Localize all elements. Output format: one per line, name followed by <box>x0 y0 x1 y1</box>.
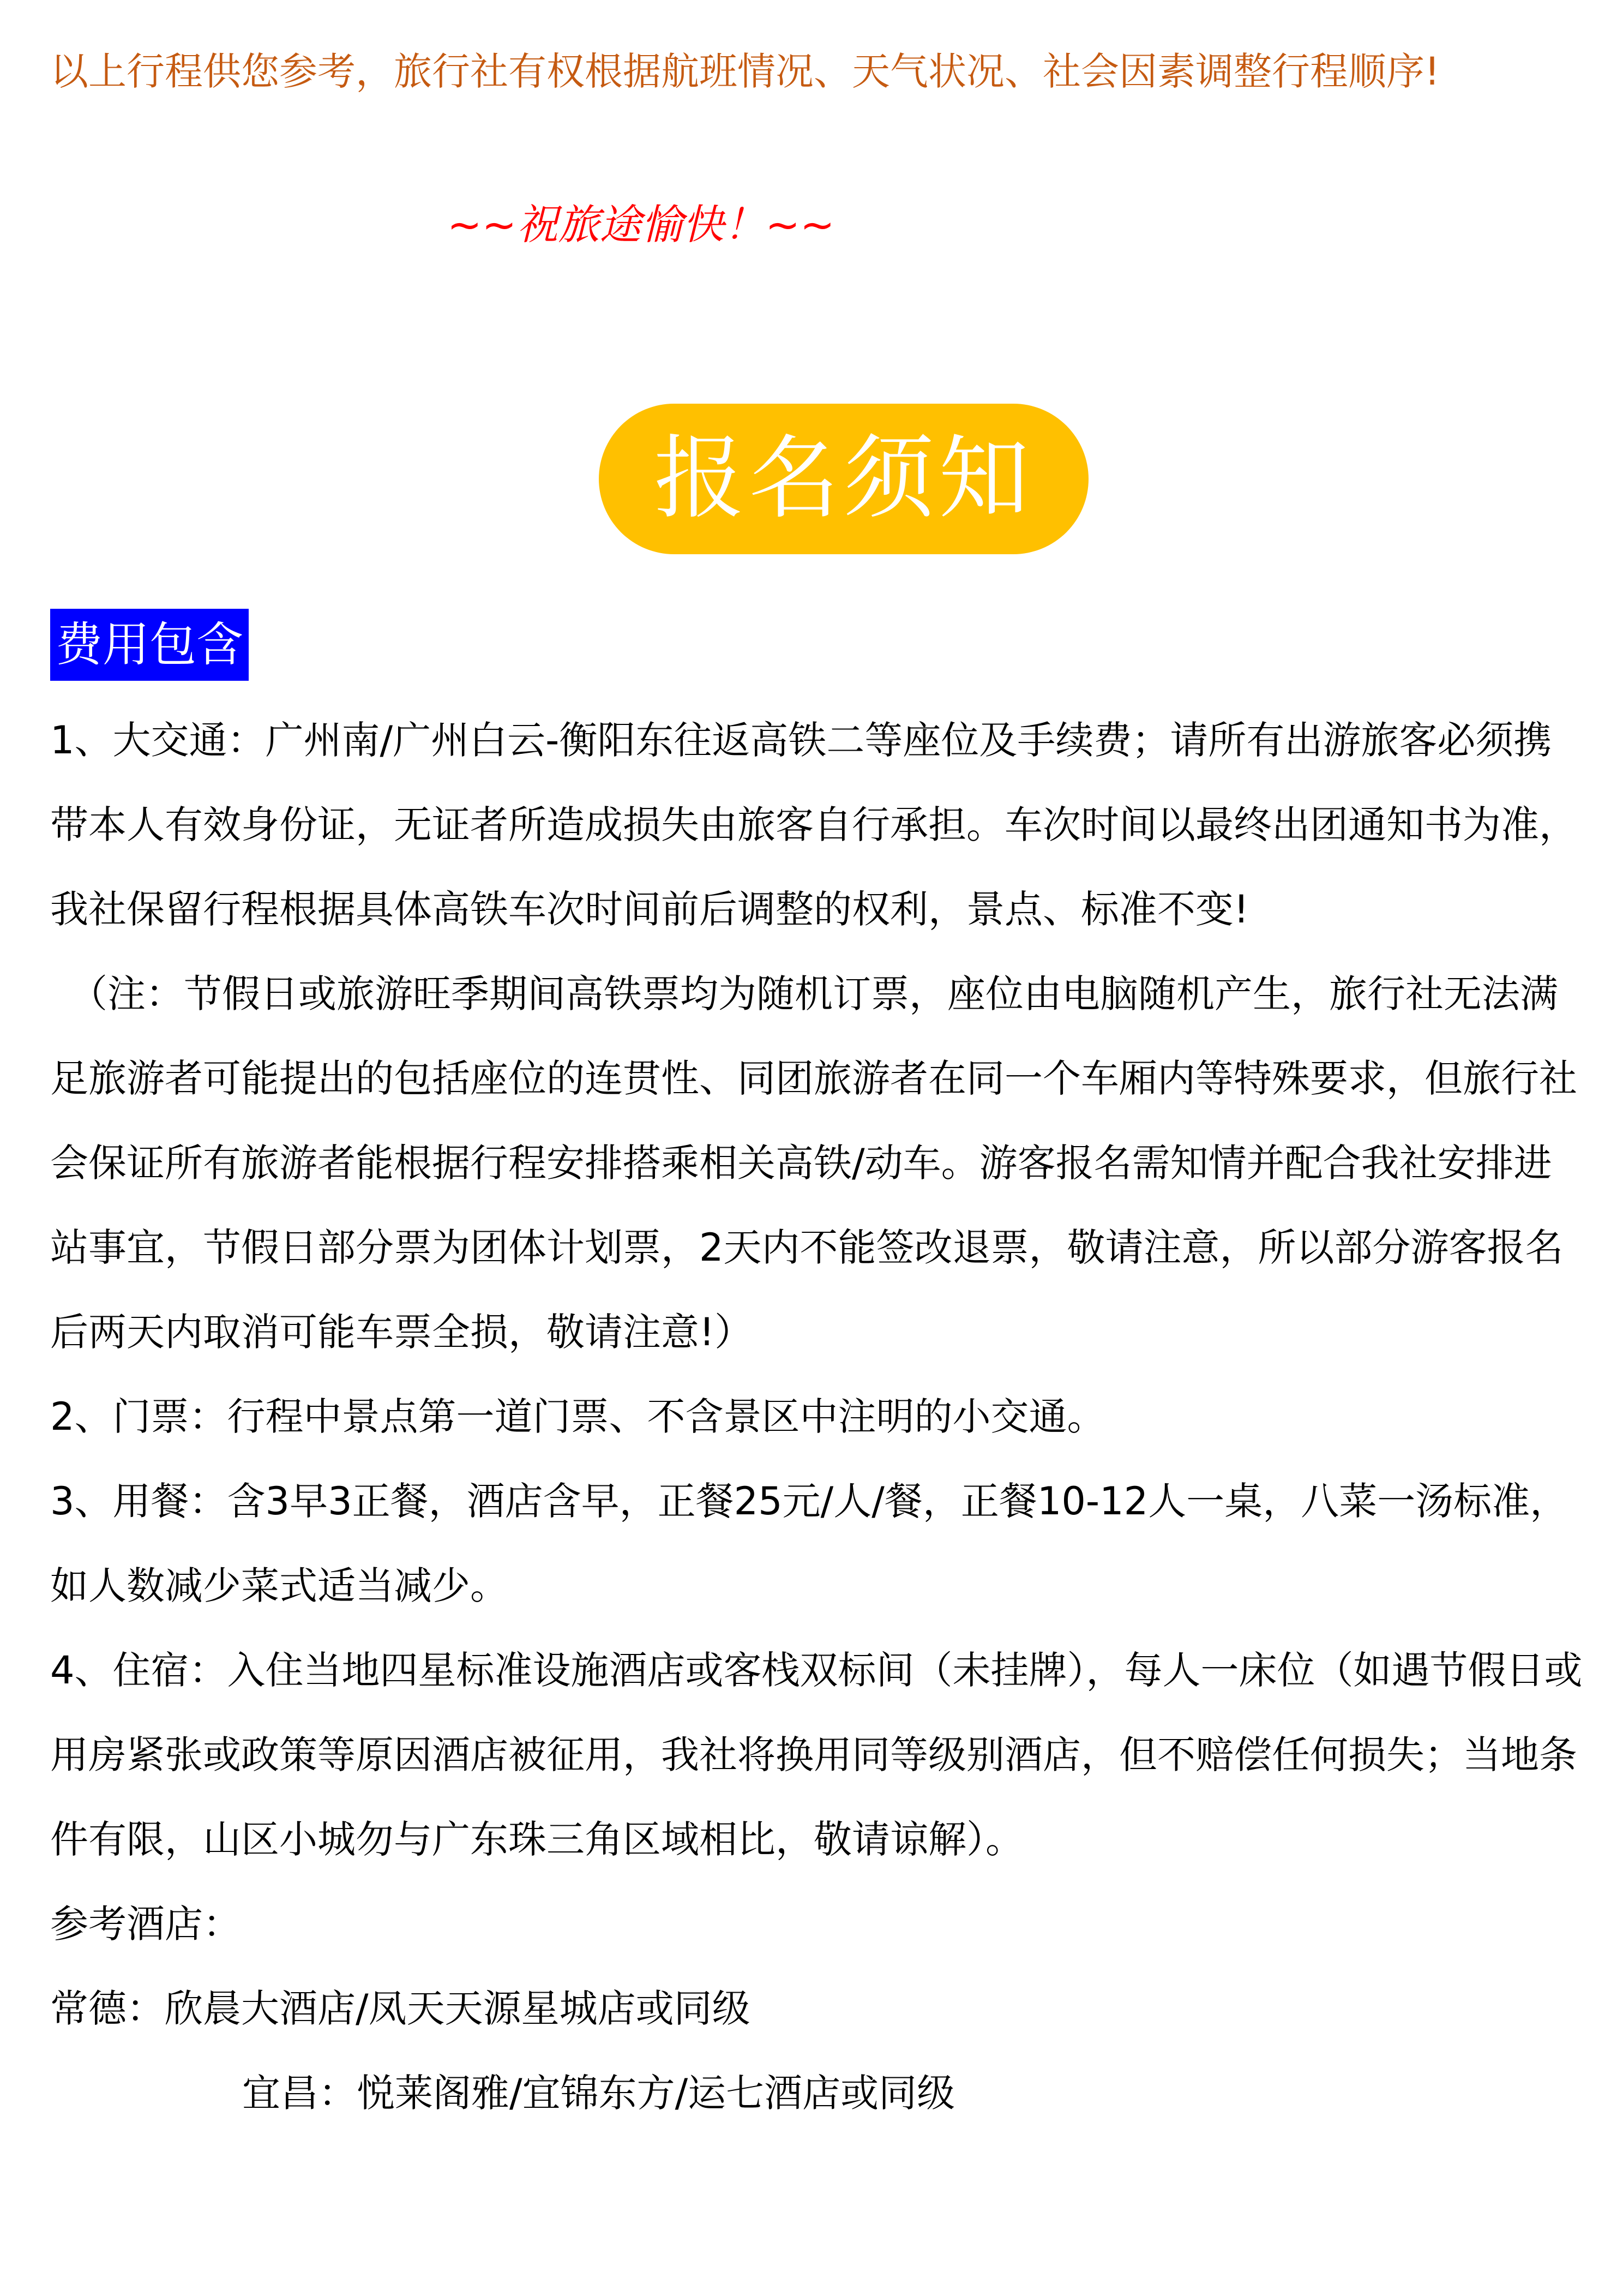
travel-wish: ~~祝旅途愉快！~~ <box>447 200 835 249</box>
item-transport: 1、大交通：广州南/广州白云-衡阳东往返高铁二等座位及手续费；请所有出游旅客必须携带本人有效身份证，无证者所造成损失由旅客自行承担。车次时间以最终出团通知书为准，我社保留行程根据具体高铁车次时间前后调整的权利，景点、标准不变! <box>50 718 1577 932</box>
hotel-reference-label: 参考酒店： <box>50 1902 241 1946</box>
itinerary-notice: 以上行程供您参考，旅行社有权根据航班情况、天气状况、社会因素调整行程顺序! <box>50 49 1440 94</box>
item-meals: 3、用餐：含3早3正餐，酒店含早，正餐25元/人/餐，正餐10-12人一桌，八菜一汤标准，如人数减少菜式适当减少。 <box>50 1479 1568 1608</box>
title-badge <box>599 404 1089 554</box>
item-tickets: 2、门票：行程中景点第一道门票、不含景区中注明的小交通。 <box>50 1394 1105 1439</box>
fee-includes-list <box>50 698 1583 2136</box>
hotel-changde: 常德：欣晨大酒店/凤天天源星城店或同级 <box>50 1986 750 2031</box>
page-title: 报名须知 <box>654 426 1033 531</box>
section-label-fee-includes: 费用包含 <box>50 609 249 681</box>
hotel-yichang: 宜昌：悦莱阁雅/宜锦东方/运七酒店或同级 <box>242 2071 955 2115</box>
item-transport-note: （注：节假日或旅游旺季期间高铁票均为随机订票，座位由电脑随机产生，旅行社无法满足旅游者可能提出的包括座位的连贯性、同团旅游者在同一个车厢内等特殊要求，但旅行社会保证所有旅游者能根据行程安排搭乘相关高铁/动车。游客报名需知情并配合我社安排进站事宜，节假日部分票为团体计划票，2天内不能签改退票，敬请注意，所以部分游客报名后两天内取消可能车票全损，敬请注意!） <box>50 972 1577 1354</box>
item-lodging: 4、住宿：入住当地四星标准设施酒店或客栈双标间（未挂牌），每人一床位（如遇节假日或用房紧张或政策等原因酒店被征用，我社将换用同等级别酒店，但不赔偿任何损失；当地条件有限，山区小城勿与广东珠三角区域相比，敬请谅解）。 <box>50 1648 1583 1862</box>
